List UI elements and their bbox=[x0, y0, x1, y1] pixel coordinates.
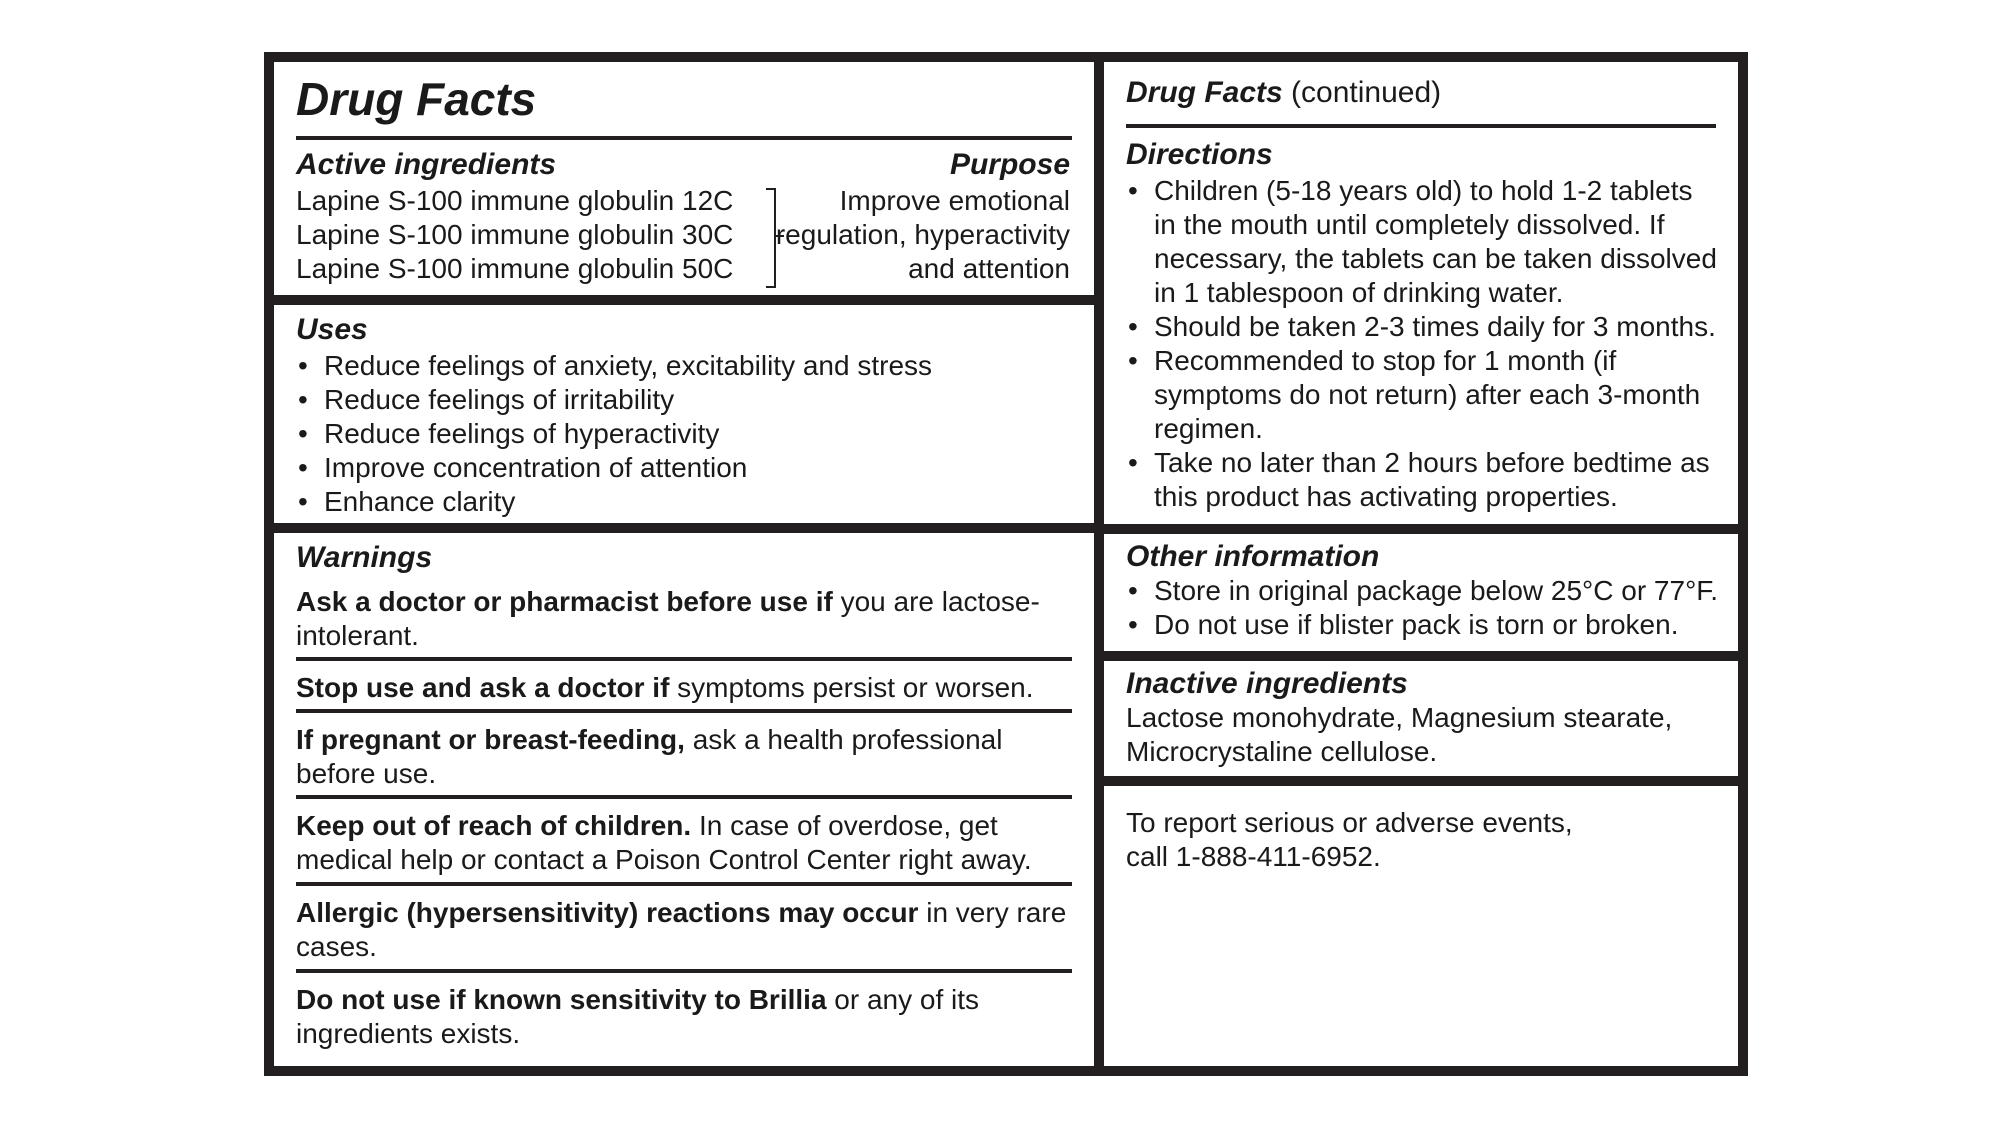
warning-bold: Stop use and ask a doctor if bbox=[296, 672, 670, 703]
warning-rule bbox=[296, 969, 1072, 973]
purpose-line: Improve emotional bbox=[839, 185, 1070, 216]
warning-rule bbox=[296, 709, 1072, 713]
purpose-line: regulation, hyperactivity bbox=[775, 219, 1070, 250]
warning-text: symptoms persist or worsen. bbox=[669, 672, 1034, 703]
warning-rule bbox=[296, 657, 1072, 661]
warning-block bbox=[296, 809, 1072, 877]
warning-bold: Do not use if known sensitivity to Brillia bbox=[296, 984, 827, 1015]
warning-block bbox=[296, 723, 1072, 791]
purpose-line: and attention bbox=[908, 253, 1070, 284]
directions-item: • Take no later than 2 hours before bedtime as this product has activating properties. bbox=[1126, 446, 1718, 514]
warning-rule bbox=[296, 795, 1072, 799]
warning-bold: Ask a doctor or pharmacist before use if bbox=[296, 586, 833, 617]
title-rule bbox=[296, 136, 1072, 140]
inactive-ingredients-heading: Inactive ingredients bbox=[1126, 667, 1408, 700]
report-text: To report serious or adverse events, call 1-888-411-6952. bbox=[1126, 807, 1573, 872]
drug-facts-title: Drug Facts bbox=[296, 73, 537, 125]
directions-item: • Recommended to stop for 1 month (if symptoms do not return) after each 3-month regimen. bbox=[1126, 344, 1718, 446]
inactive-ingredients-panel bbox=[1104, 661, 1738, 776]
directions-heading: Directions bbox=[1126, 138, 1273, 171]
directions-list bbox=[1126, 174, 1718, 514]
purpose-heading: Purpose bbox=[949, 148, 1070, 181]
inactive-ingredients-text: Lactose monohydrate, Magnesium stearate, Microcrystaline cellulose. bbox=[1126, 702, 1673, 767]
uses-heading: Uses bbox=[296, 313, 368, 346]
warning-text: or any of its ingredients exists. bbox=[296, 984, 980, 1049]
warning-text: In case of overdose, get medical help or contact a Poison Control Center right away. bbox=[296, 810, 1032, 875]
warning-text: you are lactose-intolerant. bbox=[296, 586, 1040, 651]
warning-bold: Keep out of reach of children. bbox=[296, 810, 692, 841]
drug-facts-label bbox=[264, 52, 1748, 1076]
ingredient-item: Lapine S-100 immune globulin 30C bbox=[296, 219, 734, 250]
ingredient-item: Lapine S-100 immune globulin 50C bbox=[296, 253, 734, 284]
directions-item: • Should be taken 2-3 times daily for 3 months. bbox=[1126, 310, 1718, 344]
uses-item: • Enhance clarity bbox=[296, 485, 1076, 519]
other-information-heading: Other information bbox=[1126, 540, 1380, 573]
other-information-panel bbox=[1104, 534, 1738, 651]
other-information-item: • Do not use if blister pack is torn or broken. bbox=[1126, 608, 1726, 642]
warnings-heading: Warnings bbox=[296, 541, 433, 574]
warning-block bbox=[296, 983, 1072, 1051]
uses-item: • Reduce feelings of hyperactivity bbox=[296, 417, 1076, 451]
continued-title bbox=[1126, 76, 1441, 110]
uses-item: • Reduce feelings of anxiety, excitability and stress bbox=[296, 349, 1076, 383]
directions-panel bbox=[1104, 62, 1738, 524]
directions-item: • Children (5-18 years old) to hold 1-2 tablets in the mouth until completely dissolved. If necessary, the tablets can be taken dissolved in 1 tablespoon of drinking water. bbox=[1126, 174, 1718, 310]
warnings-panel bbox=[274, 533, 1094, 1066]
active-ingredients-panel bbox=[274, 62, 1094, 295]
warning-block bbox=[296, 896, 1072, 964]
ingredient-item: Lapine S-100 immune globulin 12C bbox=[296, 185, 734, 216]
warning-bold: Allergic (hypersensitivity) reactions may occur bbox=[296, 897, 919, 928]
uses-panel bbox=[274, 305, 1094, 523]
ingredient-list bbox=[296, 184, 733, 286]
continued-title-suffix: (continued) bbox=[1282, 76, 1442, 109]
continued-title-main: Drug Facts bbox=[1126, 76, 1283, 109]
other-information-item: • Store in original package below 25°C or 77°F. bbox=[1126, 574, 1726, 608]
warning-block bbox=[296, 671, 1072, 705]
ingredient-bracket bbox=[766, 188, 776, 288]
continued-rule bbox=[1126, 124, 1716, 128]
warning-block bbox=[296, 585, 1072, 653]
uses-item: • Improve concentration of attention bbox=[296, 451, 1076, 485]
warning-rule bbox=[296, 882, 1072, 886]
uses-item: • Reduce feelings of irritability bbox=[296, 383, 1076, 417]
other-information-list bbox=[1126, 574, 1726, 642]
purpose-list bbox=[776, 184, 1070, 286]
active-ingredients-heading: Active ingredients bbox=[296, 148, 557, 181]
uses-list bbox=[296, 349, 1076, 519]
warning-bold: If pregnant or breast-feeding, bbox=[296, 724, 685, 755]
report-panel bbox=[1104, 786, 1738, 1066]
warning-text: ask a health professional before use. bbox=[296, 724, 1003, 789]
warning-text: in very rare cases. bbox=[296, 897, 1067, 962]
